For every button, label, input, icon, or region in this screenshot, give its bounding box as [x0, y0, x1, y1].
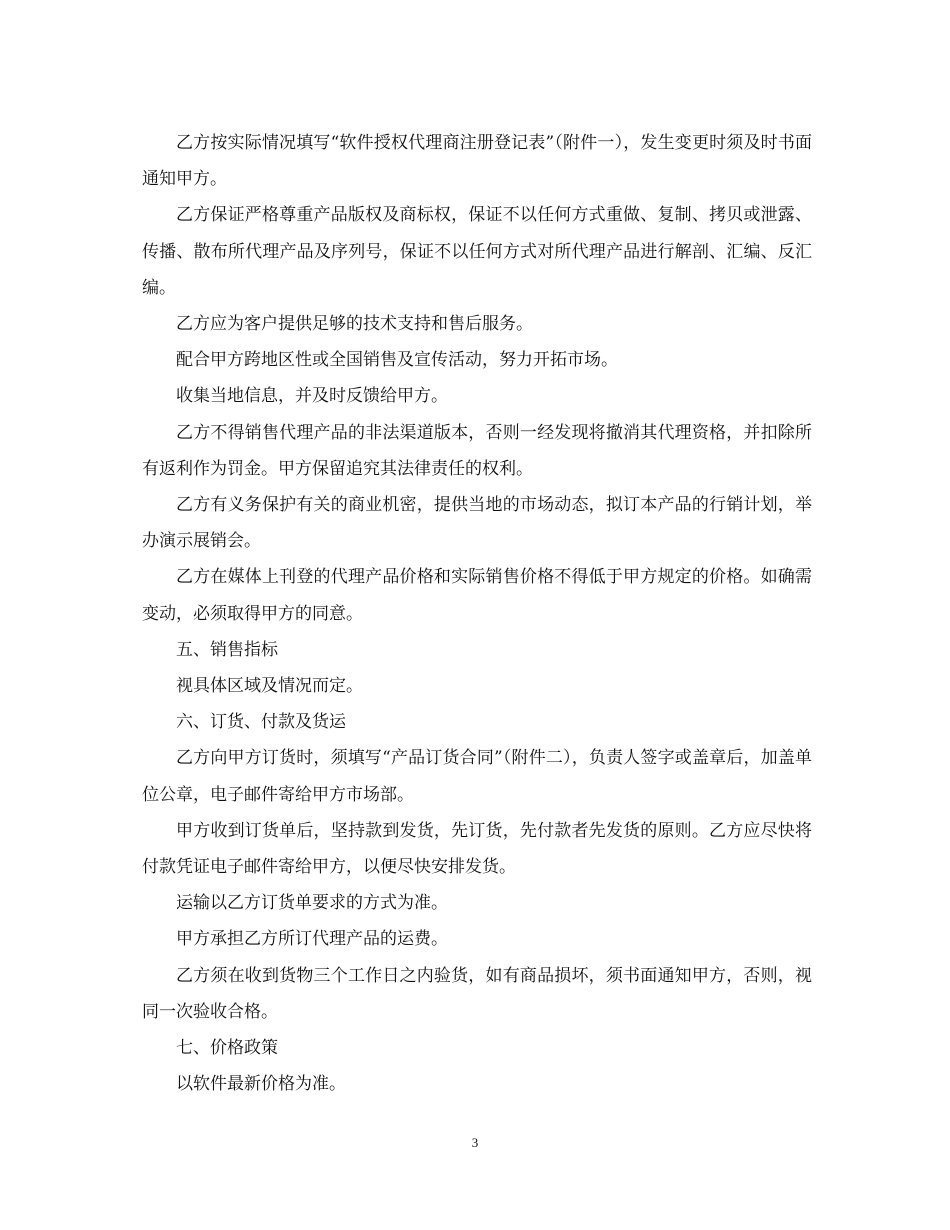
paragraph-business-secrets: 乙方有义务保护有关的商业机密，提供当地的市场动态，拟订本产品的行销计划，举办演示展销会。 — [142, 495, 812, 552]
paragraph-advertised-price: 乙方在媒体上刊登的代理产品价格和实际销售价格不得低于甲方规定的价格。如确需变动，必须取得甲方的同意。 — [142, 567, 812, 624]
paragraph-sales-targets: 视具体区域及情况而定。 — [176, 676, 363, 697]
document-body — [142, 125, 812, 1102]
paragraph-market-cooperation: 配合甲方跨地区性或全国销售及宣传活动，努力开拓市场。 — [176, 350, 618, 371]
section-heading-ordering-payment: 六、订货、付款及货运 — [176, 712, 346, 733]
paragraph-inspection: 乙方须在收到货物三个工作日之内验货，如有商品损坏，须书面通知甲方，否则，视同一次验收合格。 — [142, 965, 812, 1022]
section-heading-sales-targets: 五、销售指标 — [176, 639, 278, 660]
paragraph-local-information: 收集当地信息，并及时反馈给甲方。 — [176, 386, 448, 407]
paragraph-freight-cost: 甲方承担乙方所订代理产品的运费。 — [176, 929, 448, 950]
paragraph-technical-support: 乙方应为客户提供足够的技术支持和售后服务。 — [176, 314, 533, 335]
page-number: 3 — [471, 1135, 479, 1150]
section-heading-price-policy: 七、价格政策 — [176, 1038, 278, 1059]
paragraph-transport-method: 运输以乙方订货单要求的方式为准。 — [176, 893, 448, 914]
paragraph-price-policy: 以软件最新价格为准。 — [176, 1074, 346, 1095]
paragraph-copyright-protection: 乙方保证严格尊重产品版权及商标权，保证不以任何方式重做、复制、拷贝或泄露、传播、散布所代理产品及序列号，保证不以任何方式对所代理产品进行解剖、汇编、反汇编。 — [142, 205, 812, 298]
paragraph-order-contract: 乙方向甲方订货时，须填写“产品订货合同”（附件二），负责人签字或盖章后，加盖单位公章，电子邮件寄给甲方市场部。 — [142, 748, 812, 805]
paragraph-payment-before-shipping: 甲方收到订货单后，坚持款到发货，先订货，先付款者先发货的原则。乙方应尽快将付款凭证电子邮件寄给甲方，以便尽快安排发货。 — [142, 820, 812, 878]
paragraph-illegal-channels: 乙方不得销售代理产品的非法渠道版本，否则一经发现将撤消其代理资格，并扣除所有返利作为罚金。甲方保留追究其法律责任的权利。 — [142, 422, 812, 479]
paragraph-agent-registration: 乙方按实际情况填写“软件授权代理商注册登记表”（附件一），发生变更时须及时书面通知甲方。 — [142, 133, 812, 190]
